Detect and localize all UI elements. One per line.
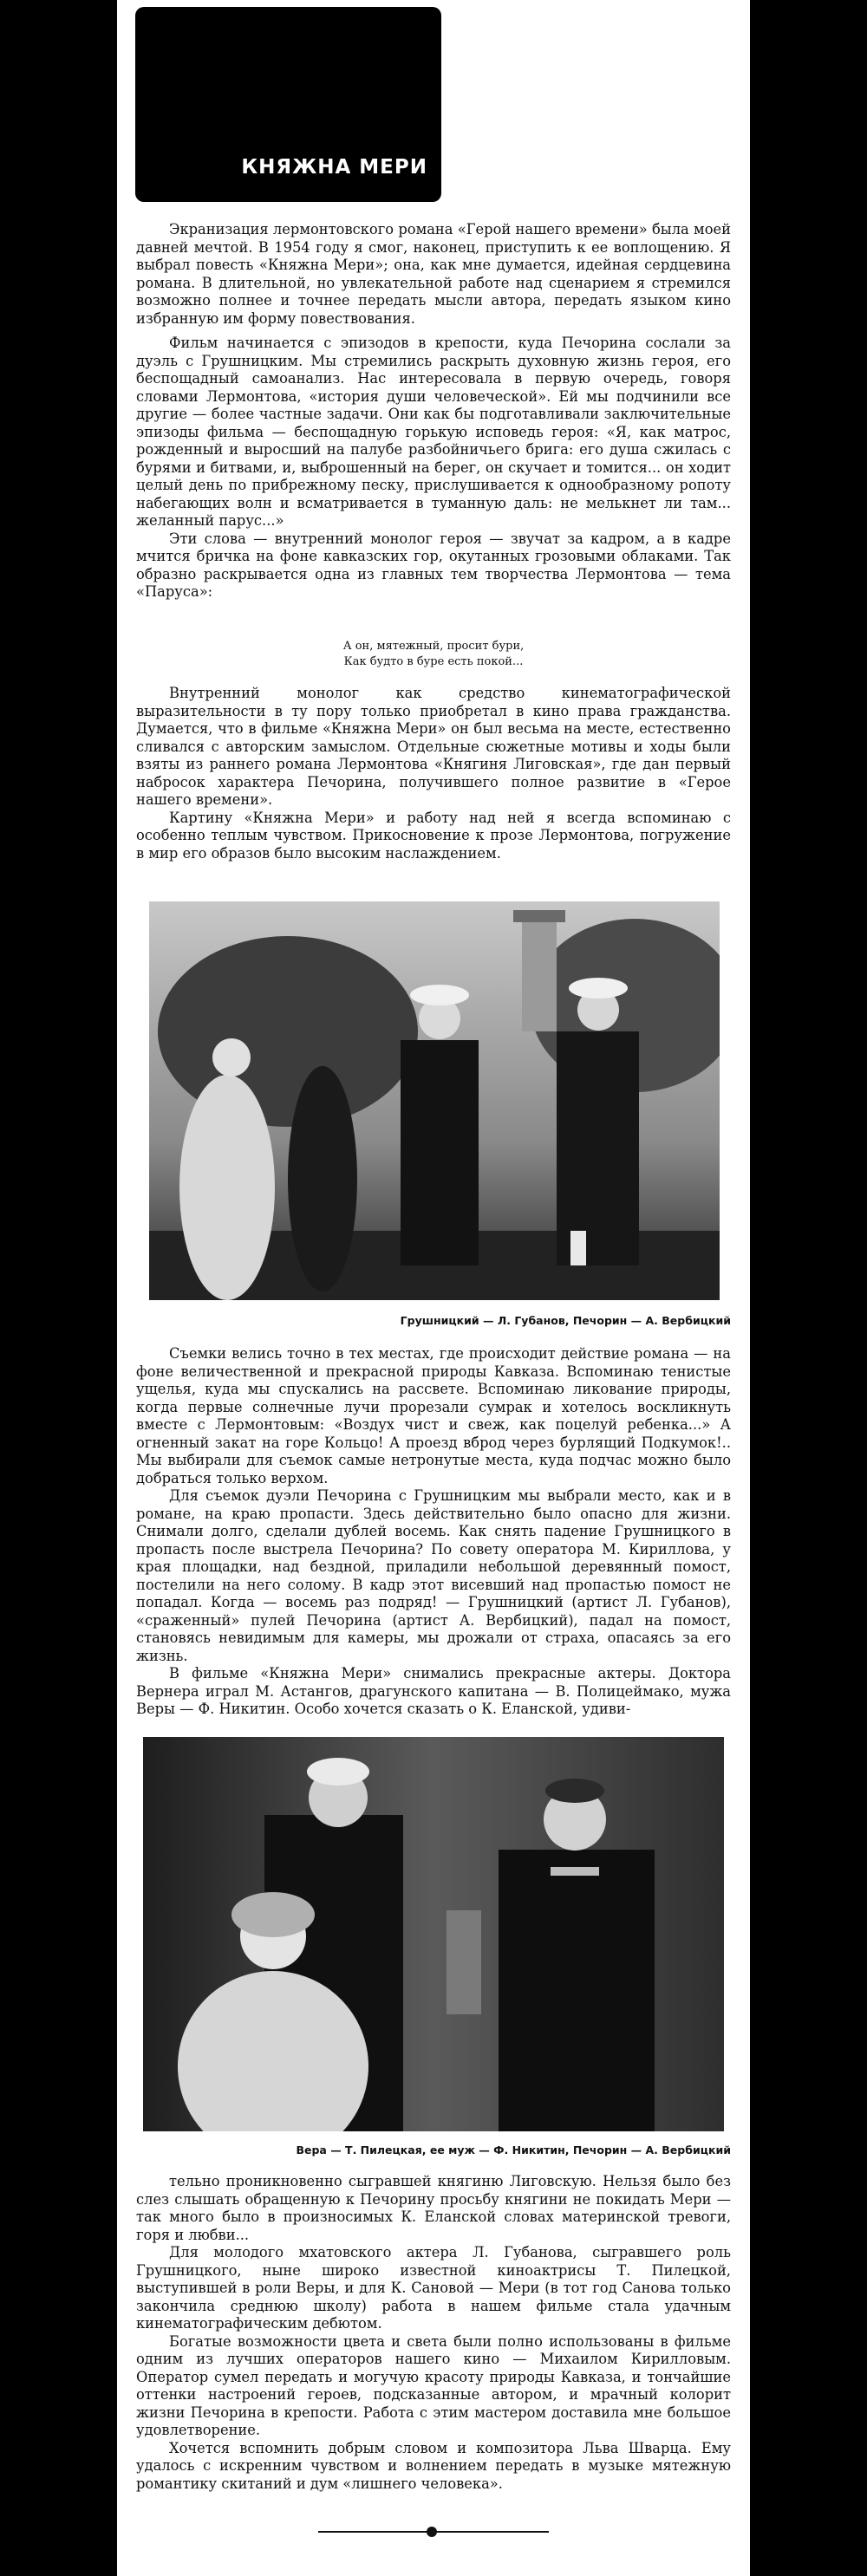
film-still-photo-1 xyxy=(149,901,720,1300)
paragraph: Внутренний монолог как средство кинематографической выразительности в ту пору только приобретал в кино права гражданства. Думается, что в фильме «Княжна Мери» он был весьма на месте, естественно сливался с авторским замыслом. Отдельные сюжетные мотивы и ходы были взяты из раннего романа Лермонтова «Княгиня Лиговская», где дан первый набросок характера Печорина, получившего полное развитие в «Герое нашего времени». xyxy=(136,685,731,808)
poem-line: А он, мятежный, просит бури, xyxy=(342,640,525,653)
text-section-3 xyxy=(136,1345,731,1719)
paragraph: Картину «Княжна Мери» и работу над ней я всегда вспоминаю с особенно теплым чувством. Прикосновение к прозе Лермонтова, погружение в мир его образов было высоким наслаждением. xyxy=(136,809,731,862)
paragraph: Эти слова — внутренний монолог героя — звучат за кадром, а в кадре мчится бричка на фоне кавказских гор, окутанных грозовыми облаками. Так образно раскрывается одна из главных тем творчества Лермонтова — тема «Паруса»: xyxy=(136,530,731,600)
film-still-photo-2 xyxy=(143,1737,724,2131)
paragraph: Экранизация лермонтовского романа «Герой нашего времени» была моей давней мечтой. В 1954 году я смог, наконец, приступить к ее воплощению. Я выбрал повесть «Княжна Мери»; она, как мне думается, идейная сердцевина романа. В длительной, но увлекательной работе над сценарием я стремился возможно полнее и точнее передать мысли автора, передать языком кино избранную им форму повествования. xyxy=(136,221,731,327)
poem-quote xyxy=(136,639,731,670)
text-section-2 xyxy=(136,685,731,862)
article-title: КНЯЖНА МЕРИ xyxy=(241,156,427,179)
paragraph: Съемки велись точно в тех местах, где происходит действие романа — на фоне величественной и прекрасной природы Кавказа. Вспоминаю тенистые ущелья, куда мы спускались на рассвете. Вспоминаю ликование природы, когда первые солнечные лучи прорезали сумрак и хотелось воскликнуть вместе с Лермонтовым: «Воздух чист и свеж, как поцелуй ребенка...» А огненный закат на горе Кольцо! А проезд вброд через бурлящий Подкумок!.. Мы выбирали для съемок самые нетронутые места, куда подчас можно было добраться только верхом. xyxy=(136,1345,731,1486)
paragraph: Богатые возможности цвета и света были полно использованы в фильме одним из лучших операторов нашего кино — Михаилом Кирилловым. Оператор сумел передать и могучую красоту природы Кавказа, и тончайшие оттенки настроений героев, подсказанные автором, и мрачный колорит жизни Печорина в крепости. Работа с этим мастером доставила мне большое удовлетворение. xyxy=(136,2332,731,2438)
text-section-1 xyxy=(136,221,731,602)
paragraph: тельно проникновенно сыгравшей княгиню Лиговскую. Нельзя было без слез слышать обращенную к Печорину просьбу княгини не покидать Мери — так много было в произносимых К. Еланской словах материнской тревоги, горя и любви... xyxy=(136,2173,731,2243)
photo-2-image xyxy=(143,1737,724,2131)
paragraph: Для молодого мхатовского актера Л. Губанова, сыгравшего роль Грушницкого, ныне широко известной киноактрисы Т. Пилецкой, выступившей в роли Веры, и для К. Сановой — Мери (в тот год Санова только закончила среднюю школу) работа в нашем фильме стала удачным кинематографическим дебютом. xyxy=(136,2244,731,2332)
title-box xyxy=(135,7,441,202)
paragraph: Для съемок дуэли Печорина с Грушницким мы выбрали место, как и в романе, на краю пропасти. Здесь действительно было опасно для жизни. Снимали долго, сделали дублей восемь. Как снять падение Грушницкого в пропасть после выстрела Печорина? По совету оператора М. Кириллова, у края площадки, над бездной, приладили небольшой деревянный помост, постелили на него солому. В кадр этот висевший над пропастью помост не попадал. Когда — восемь раз подряд! — Грушницкий (артист Л. Губанов), «сраженный» пулей Печорина (артист А. Вербицкий), падал на помост, становясь невидимым для камеры, мы дрожали от страха, опасаясь за его жизнь. xyxy=(136,1487,731,1664)
paragraph: Хочется вспомнить добрым словом и композитора Льва Шварца. Ему удалось с искренним чувством и волнением передать в музыке мятежную романтику скитаний и дум «лишнего человека». xyxy=(136,2439,731,2492)
footer-dot-ornament xyxy=(427,2527,437,2537)
photo-1-caption: Грушницкий — Л. Губанов, Печорин — А. Вербицкий xyxy=(400,1314,731,1327)
paragraph: В фильме «Княжна Мери» снимались прекрасные актеры. Доктора Вернера играл М. Астангов, драгунского капитана — В. Полицеймако, мужа Веры — Ф. Никитин. Особо хочется сказать о К. Еланской, удиви- xyxy=(136,1665,731,1717)
magazine-page xyxy=(117,0,750,2576)
photo-2-caption: Вера — Т. Пилецкая, ее муж — Ф. Никитин, Печорин — А. Вербицкий xyxy=(296,2143,731,2156)
photo-1-image xyxy=(149,901,720,1300)
text-section-4 xyxy=(136,2173,731,2493)
poem-line: Как будто в буре есть покой... xyxy=(343,655,524,668)
paragraph: Фильм начинается с эпизодов в крепости, куда Печорина сослали за дуэль с Грушницким. Мы стремились раскрыть духовную жизнь героя, его беспощадный самоанализ. Нас интересовала в первую очередь, говоря словами Лермонтова, «история души человеческой». Ей мы подчинили все другие — более частные задачи. Они как бы подготавливали заключительные эпизоды фильма — беспощадную горькую исповедь героя: «Я, как матрос, рожденный и выросший на палубе разбойничьего брига: его душа сжилась с бурями и битвами, и, выброшенный на берег, он скучает и томится... он ходит целый день по прибрежному песку, прислушивается к однообразному ропоту набегающих волн и всматривается в туманную даль: не мелькнет ли там... желанный парус...» xyxy=(136,335,731,529)
